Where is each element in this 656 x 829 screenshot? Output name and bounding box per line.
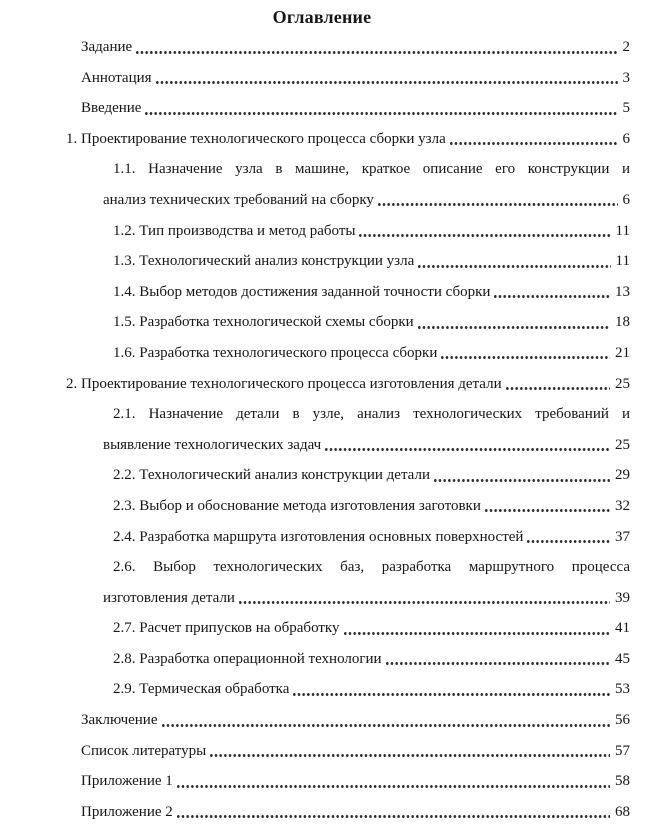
page-number: 13 bbox=[615, 283, 630, 300]
page-number: 6 bbox=[622, 130, 630, 147]
toc-entry[interactable] bbox=[66, 705, 630, 736]
toc-entry[interactable] bbox=[66, 93, 630, 124]
toc-entry-text: 1.5. Разработка технологической схемы сборки bbox=[113, 314, 414, 331]
toc-entry-text: 1.3. Технологический анализ конструкции узла bbox=[113, 253, 415, 270]
page-number: 37 bbox=[615, 528, 630, 545]
dot-leader bbox=[485, 491, 610, 522]
toc-entry[interactable] bbox=[103, 338, 630, 369]
toc-entry-text: 2.4. Разработка маршрута изготовления основных поверхностей bbox=[113, 528, 524, 545]
toc-entry-text: 1.6. Разработка технологического процесса сборки bbox=[113, 344, 438, 361]
toc-entry[interactable] bbox=[103, 522, 630, 553]
toc-entry[interactable] bbox=[103, 460, 630, 491]
dot-leader bbox=[239, 583, 610, 614]
toc-entry-text: 1. Проектирование технологического процесса сборки узла bbox=[66, 130, 446, 147]
page-number: 45 bbox=[615, 650, 630, 667]
toc-entry[interactable] bbox=[103, 674, 630, 705]
toc-entry[interactable] bbox=[66, 766, 630, 797]
dot-leader bbox=[162, 705, 611, 736]
page-number: 2 bbox=[622, 39, 630, 55]
toc-entry[interactable] bbox=[66, 32, 630, 63]
page-number: 57 bbox=[615, 742, 630, 759]
page-number: 53 bbox=[615, 681, 630, 698]
dot-leader bbox=[441, 338, 610, 369]
page-number: 29 bbox=[615, 467, 630, 484]
toc-entry[interactable] bbox=[103, 307, 630, 338]
page-number: 58 bbox=[615, 773, 630, 790]
toc-entry[interactable] bbox=[103, 613, 630, 644]
dot-leader bbox=[359, 216, 610, 247]
toc-entry-text: 1.4. Выбор методов достижения заданной точности сборки bbox=[113, 283, 491, 300]
toc-entry-text: 2. Проектирование технологического процесса изготовления детали bbox=[66, 375, 502, 392]
dot-leader bbox=[418, 307, 610, 338]
toc-entry-text: 1.2. Тип производства и метод работы bbox=[113, 222, 356, 239]
page-number: 11 bbox=[615, 222, 630, 239]
dot-leader bbox=[177, 766, 610, 797]
toc-entry-text: выявление технологических задач bbox=[103, 436, 322, 453]
toc-entry[interactable] bbox=[103, 277, 630, 308]
page-number: 56 bbox=[615, 712, 630, 729]
page-number: 41 bbox=[615, 620, 630, 637]
toc-entry[interactable] bbox=[103, 399, 630, 460]
toc-entry[interactable] bbox=[66, 369, 630, 400]
toc-entry[interactable] bbox=[103, 216, 630, 247]
dot-leader bbox=[177, 797, 610, 828]
toc-entry-text: 2.7. Расчет припусков на обработку bbox=[113, 620, 340, 637]
dot-leader bbox=[344, 613, 610, 644]
toc-entry[interactable] bbox=[103, 644, 630, 675]
toc-entry[interactable] bbox=[103, 246, 630, 277]
dot-leader bbox=[450, 124, 618, 155]
dot-leader bbox=[386, 644, 610, 675]
toc-entry-text: Задание bbox=[81, 39, 133, 55]
toc-entry-text: Список литературы bbox=[81, 742, 207, 759]
page-number: 39 bbox=[615, 589, 630, 606]
toc-entry-text: 2.6. Выбор технологических баз, разработка маршрутного процесса bbox=[113, 559, 630, 576]
dot-leader bbox=[293, 674, 610, 705]
page-number: 18 bbox=[615, 314, 630, 331]
toc-entry-text: изготовления детали bbox=[103, 589, 235, 606]
dot-leader bbox=[136, 32, 617, 63]
toc-entry-text: 2.9. Термическая обработка bbox=[113, 681, 290, 698]
page-number: 5 bbox=[622, 100, 630, 117]
dot-leader bbox=[210, 736, 610, 767]
toc-entry-text: Аннотация bbox=[81, 69, 152, 86]
dot-leader bbox=[156, 63, 618, 94]
toc-entry[interactable] bbox=[103, 552, 630, 613]
dot-leader bbox=[527, 522, 610, 553]
page-number: 6 bbox=[622, 191, 630, 208]
toc-entry[interactable] bbox=[66, 736, 630, 767]
dot-leader bbox=[506, 369, 610, 400]
page-number: 25 bbox=[615, 436, 630, 453]
dot-leader bbox=[378, 185, 618, 216]
page-number: 25 bbox=[615, 375, 630, 392]
toc-entry-text: Введение bbox=[81, 100, 142, 117]
toc-entry[interactable] bbox=[103, 154, 630, 215]
toc-title: Оглавление bbox=[272, 7, 372, 27]
toc-entry[interactable] bbox=[66, 797, 630, 828]
toc-entry[interactable] bbox=[66, 124, 630, 155]
dot-leader bbox=[325, 430, 610, 461]
toc-list bbox=[66, 32, 630, 827]
toc-entry-text: анализ технических требований на сборку bbox=[103, 191, 374, 208]
toc-entry[interactable] bbox=[66, 63, 630, 94]
page-number: 32 bbox=[615, 497, 630, 514]
page-number: 21 bbox=[615, 344, 630, 361]
dot-leader bbox=[418, 246, 610, 277]
toc-entry-text: 2.8. Разработка операционной технологии bbox=[113, 650, 382, 667]
toc-entry-text: Приложение 1 bbox=[81, 773, 173, 790]
toc-entry[interactable] bbox=[103, 491, 630, 522]
toc-entry-text: 1.1. Назначение узла в машине, краткое описание его конструкции и bbox=[113, 161, 630, 178]
dot-leader bbox=[434, 460, 610, 491]
dot-leader bbox=[494, 277, 610, 308]
page-number: 11 bbox=[615, 253, 630, 270]
toc-entry-text: Приложение 2 bbox=[81, 803, 173, 820]
toc-entry-text: 2.2. Технологический анализ конструкции детали bbox=[113, 467, 430, 484]
toc-entry-text: 2.3. Выбор и обоснование метода изготовления заготовки bbox=[113, 497, 481, 514]
page-number: 3 bbox=[622, 69, 630, 86]
toc-entry-text: Заключение bbox=[81, 712, 158, 729]
toc-entry-text: 2.1. Назначение детали в узле, анализ технологических требований и bbox=[113, 406, 630, 423]
page-number: 68 bbox=[615, 803, 630, 820]
dot-leader bbox=[145, 93, 617, 124]
